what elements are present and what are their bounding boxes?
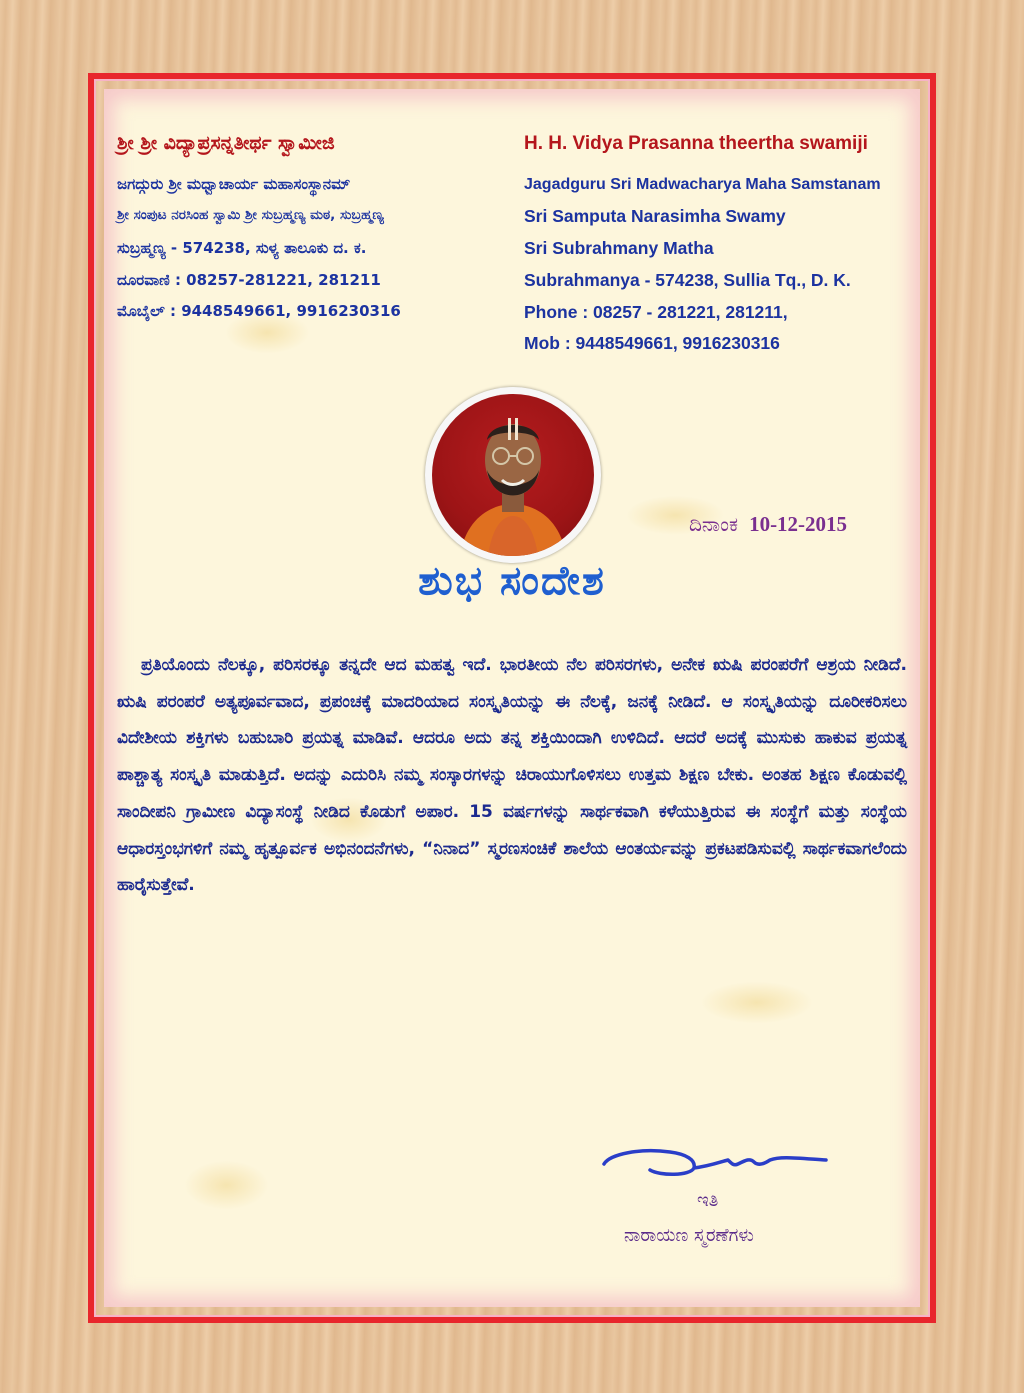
- english-address-line-2: Sri Samputa Narasimha Swamy: [524, 206, 786, 226]
- kannada-title: ಶ್ರೀ ಶ್ರೀ ವಿದ್ಯಾಪ್ರಸನ್ನತೀರ್ಥ ಸ್ವಾಮೀಜಿ: [117, 132, 335, 154]
- kannada-address-line-3: ಸುಬ್ರಹ್ಮಣ್ಯ - 574238, ಸುಳ್ಯ ತಾಲೂಕು ದ. ಕ.: [117, 239, 367, 257]
- english-title: H. H. Vidya Prasanna theertha swamiji: [524, 133, 868, 154]
- swamiji-portrait: [425, 387, 601, 563]
- english-address-line-4: Subrahmanya - 574238, Sullia Tq., D. K.: [524, 270, 851, 290]
- english-phone: Phone : 08257 - 281221, 281211,: [524, 302, 788, 322]
- english-address-line-3: Sri Subrahmany Matha: [524, 238, 714, 258]
- message-heading: ಶುಭ ಸಂದೇಶ: [418, 558, 606, 604]
- closing-iti: ಇತಿ: [697, 1190, 719, 1211]
- date-label: ದಿನಾಂಕ: [689, 512, 738, 536]
- signature-image: [600, 1136, 830, 1186]
- kannada-mobile: ಮೊಬೈಲ್ : 9448549661, 9916230316: [117, 302, 401, 320]
- message-body: ಪ್ರತಿಯೊಂದು ನೆಲಕ್ಕೂ, ಪರಿಸರಕ್ಕೂ ತನ್ನದೇ ಆದ ಮಹತ್ವ ಇದೆ. ಭಾರತೀಯ ನೆಲ ಪರಿಸರಗಳು, ಅನೇಕ ಋಷಿ ಪರಂಪರೆಗೆ ಆಶ್ರಯ ನೀಡಿದೆ. ಋಷಿ ಪರಂಪರೆ ಅತ್ಯಪೂರ್ವವಾದ, ಪ್ರಪಂಚಕ್ಕೆ ಮಾದರಿಯಾದ ಸಂಸ್ಕೃತಿಯನ್ನು ಈ ನೆಲಕ್ಕೆ, ಜನಕ್ಕೆ ನೀಡಿದೆ. ಆ ಸಂಸ್ಕೃತಿಯನ್ನು ದೂರೀಕರಿಸಲು ವಿದೇಶೀಯ ಶಕ್ತಿಗಳು ಬಹುಬಾರಿ ಪ್ರಯತ್ನ ಮಾಡಿವೆ. ಆದರೂ ಅದು ತನ್ನ ಶಕ್ತಿಯಿಂದಾಗಿ ಉಳಿದಿದೆ. ಆದರೆ ಅದಕ್ಕೆ ಮುಸುಕು ಹಾಕುವ ಪ್ರಯತ್ನ ಪಾಶ್ಚಾತ್ಯ ಸಂಸ್ಕೃತಿ ಮಾಡುತ್ತಿದೆ. ಅದನ್ನು ಎದುರಿಸಿ ನಮ್ಮ ಸಂಸ್ಕಾರಗಳನ್ನು ಚಿರಾಯುಗೊಳಿಸಲು ಉತ್ತಮ ಶಿಕ್ಷಣ ಬೇಕು. ಅಂತಹ ಶಿಕ್ಷಣ ಕೊಡುವಲ್ಲಿ ಸಾಂದೀಪನಿ ಗ್ರಾಮೀಣ ವಿದ್ಯಾಸಂಸ್ಥೆ ನೀಡಿದ ಕೊಡುಗೆ ಅಪಾರ. 15 ವರ್ಷಗಳನ್ನು ಸಾರ್ಥಕವಾಗಿ ಕಳೆಯುತ್ತಿರುವ ಈ ಸಂಸ್ಥೆಗೆ ಮತ್ತು ಸಂಸ್ಥೆಯ ಆಧಾರಸ್ತಂಭಗಳಿಗೆ ನಮ್ಮ ಹೃತ್ಪೂರ್ವಕ ಅಭಿನಂದನೆಗಳು, “ನಿನಾದ” ಸ್ಮರಣಸಂಚಿಕೆ ಶಾಲೆಯ ಆಂತರ್ಯವನ್ನು ಪ್ರಕಟಪಡಿಸುವಲ್ಲಿ ಸಾರ್ಥಕವಾಗಲೆಂದು ಹಾರೈಸುತ್ತೇವೆ.: [117, 655, 907, 896]
- english-address-line-1: Jagadguru Sri Madwacharya Maha Samstanam: [524, 176, 881, 193]
- date-value: 10-12-2015: [749, 512, 848, 536]
- portrait-image: [432, 394, 594, 556]
- kannada-phone: ದೂರವಾಣಿ : 08257-281221, 281211: [117, 271, 381, 289]
- kannada-address-line-2: ಶ್ರೀ ಸಂಪುಟ ನರಸಿಂಹ ಸ್ವಾಮಿ ಶ್ರೀ ಸುಬ್ರಹ್ಮಣ್ಯ ಮಠ, ಸುಬ್ರಹ್ಮಣ್ಯ: [117, 207, 384, 223]
- date-row: [689, 512, 847, 537]
- english-mobile: Mob : 9448549661, 9916230316: [524, 333, 780, 353]
- closing-narayana-smaranegalu: ನಾರಾಯಣ ಸ್ಮರಣೆಗಳು: [624, 1225, 754, 1246]
- kannada-address-line-1: ಜಗದ್ಗುರು ಶ್ರೀ ಮಧ್ವಾಚಾರ್ಯ ಮಹಾಸಂಸ್ಥಾನಮ್: [117, 175, 351, 193]
